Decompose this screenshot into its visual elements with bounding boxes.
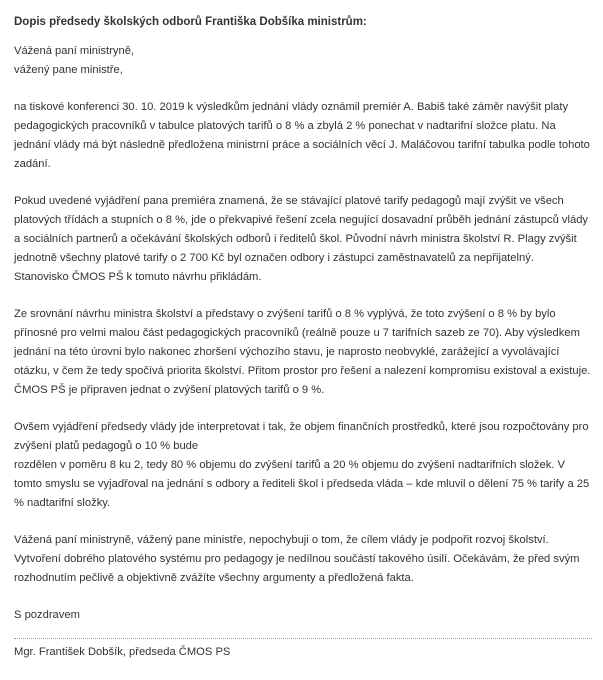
salutation: Vážená paní ministryně, vážený pane ministře, [14,45,135,76]
letter-heading: Dopis předsedy školských odborů Františka Dobšíka ministrům: [14,16,367,28]
paragraph-premier-statement: Pokud uvedené vyjádření pana premiéra znamená, že se stávající platové tarify pedagogů mají zvýšit ve všech platových třídách a stupních o 8 %, jde o překvapivé řešení zcela negující dosavadní průběh jednání zástupců vlády a sociálních partnerů a očekávání školských odborů i ředitelů škol. Původní návrh ministra školství R. Plagy zvýšit jednotně všechny platové tarify o 2 700 Kč byl označen odbory i zástupci zaměstnavatelů za nepřijatelný. Stanovisko ČMOS PŠ k tomuto návrhu přikládám. [14,195,589,283]
paragraph-interpretation: Ovšem vyjádření předsedy vlády jde interpretovat i tak, že objem finančních prostředků, které jsou rozpočtovány pro zvýšení platů pedagogů o 10 % bude rozdělen v poměru 8 ku 2, tedy 80 % objemu do zvýšení tarifů a 20 % objemu do zvýšení nadtarifních složek. V tomto smyslu se vyjadřoval na jednání s odbory a řediteli škol i předseda vláda – kde mluvil o dělení 75 % tarify a 25 % nadtarifní složky. [14,421,590,509]
signature: Mgr. František Dobšík, předseda ČMOS PS [14,646,231,658]
letter-body [14,14,594,680]
paragraph-comparison: Ze srovnání návrhu ministra školství a představy o zvýšení tarifů o 8 % vyplývá, že toto zvýšení o 8 % by bylo přínosné pro velmi malou část pedagogických pracovníků (reálně pouze u 7 tarifních sazeb ze 70). Aby výsledkem jednání na této úrovni bylo nakonec zhoršení výchozího stavu, je naprosto neobvyklé, zarážející a vyvolávající otázku, v čem že tedy spočívá priorita školství. Přitom prostor pro řešení a nalezení kompromisu existoval a existuje. ČMOS PŠ je připraven jednat o zvýšení platových tarifů o 9 %. [14,308,591,396]
paragraph-press-conference: na tiskové konferenci 30. 10. 2019 k výsledkům jednání vlády oznámil premiér A. Babiš také záměr navýšit platy pedagogických pracovníků v tabulce platových tarifů o 8 % a zbylá 2 % ponechat v nadtarifní složce platu. Na jednání vlády má být následně předložena ministrní práce a sociálních věcí J. Maláčovou tarifní tabulka podle tohoto zadání. [14,101,590,170]
bottom-divider [14,638,592,639]
sign-off: S pozdravem [14,609,80,621]
paragraph-closing: Vážená paní ministryně, vážený pane ministře, nepochybuji o tom, že cílem vlády je podpořit rozvoj školství. Vytvoření dobrého platového systému pro pedagogy je nedílnou součástí takového úsilí. Očekávám, že před svým rozhodnutím pečlivě a objektivně zvážíte všechny argumenty a předložená fakta. [14,534,580,584]
